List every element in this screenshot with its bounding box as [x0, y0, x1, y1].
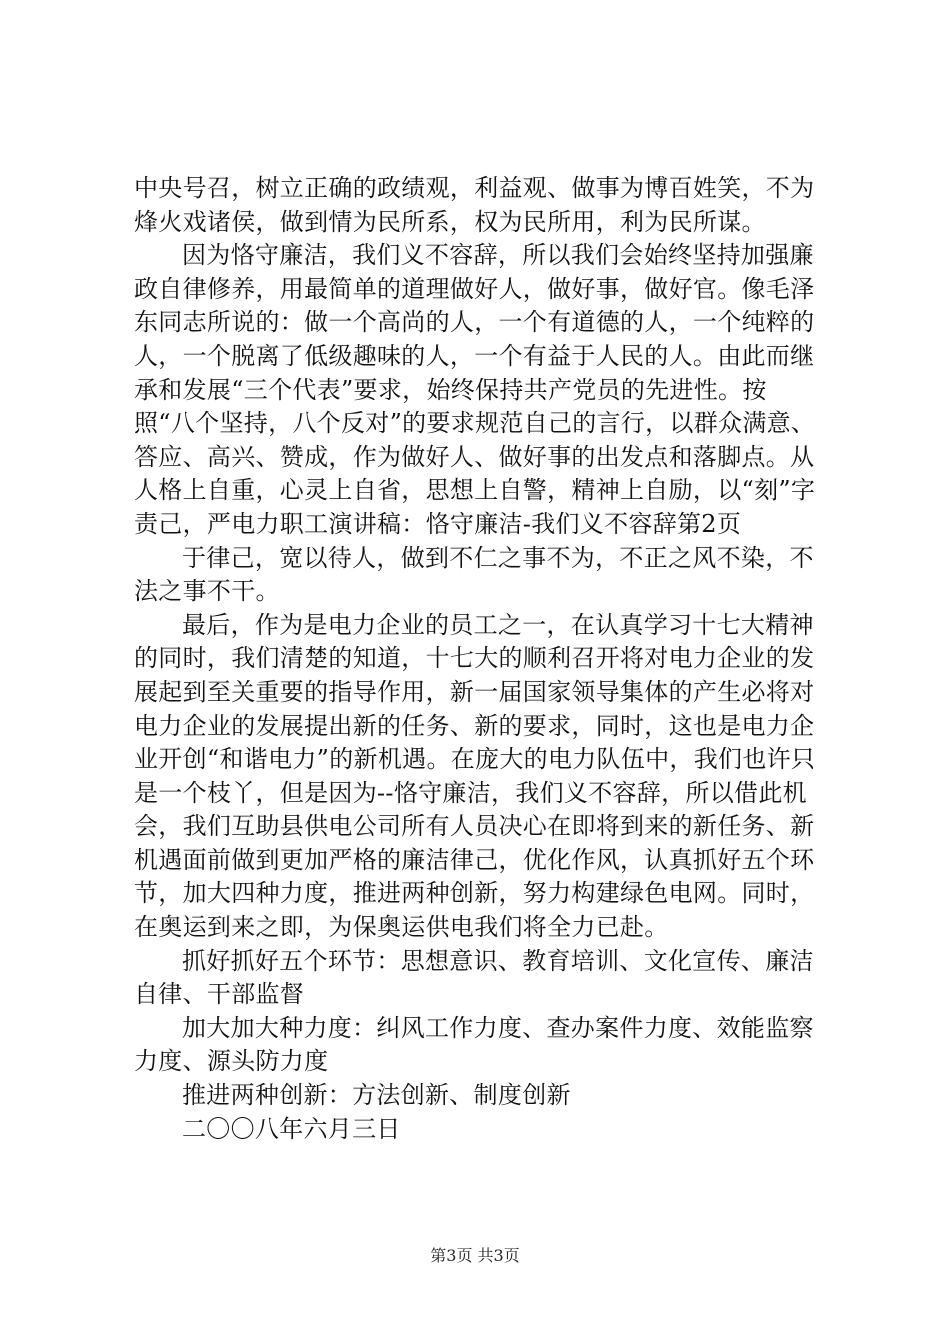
- paragraph-continuation: 中央号召，树立正确的政绩观，利益观、做事为博百姓笑，不为烽火戏诸侯，做到情为民所系，权为民所用，利为民所谋。: [134, 174, 815, 236]
- date-line: 二〇〇八年六月三日: [182, 1114, 401, 1143]
- document-body: [134, 172, 824, 1146]
- paragraph: 于律己，宽以待人，做到不仁之事不为，不正之风不染，不法之事不干。: [134, 543, 814, 606]
- paragraph: 最后，作为是电力企业的员工之一，在认真学习十七大精神的同时，我们清楚的知道，十七大的顺利召开将对电力企业的发展起到至关重要的指导作用，新一届国家领导集体的产生必将对电力企业的发展提出新的任务、新的要求，同时，这也是电力企业开创“和谐电力”的新机遇。在庞大的电力队伍中，我们也许只是一个枝丫，但是因为--恪守廉洁，我们义不容辞，所以借此机会，我们互助县供电公司所有人员决心在即将到来的新任务、新机遇面前做到更加严格的廉洁律己，优化作风，认真抓好五个环节，加大四种力度，推进两种创新，努力构建绿色电网。同时，在奥运到来之即，为保奥运供电我们将全力已赴。: [134, 610, 816, 942]
- paragraph: 推进两种创新：方法创新、制度创新: [182, 1081, 571, 1110]
- paragraph: 抓好抓好五个环节：思想意识、教育培训、文化宣传、廉洁自律、干部监督: [134, 946, 814, 1009]
- paragraph: 加大加大种力度：纠风工作力度、查办案件力度、效能监察力度、源头防力度: [134, 1013, 814, 1076]
- paragraph: 因为恪守廉洁，我们义不容辞，所以我们会始终坚持加强廉政自律修养，用最简单的道理做好人，做好事，做好官。像毛泽东同志所说的：做一个高尚的人，一个有道德的人，一个纯粹的人，一个脱离了低级趣味的人，一个有益于人民的人。由此而继承和发展“三个代表”要求，始终保持共产党员的先进性。按照“八个坚持，八个反对”的要求规范自己的言行，以群众满意、答应、高兴、赞成，作为做好人、做好事的出发点和落脚点。从人格上自重，心灵上自省，思想上自警，精神上自励，以“刻”字责己，严电力职工演讲稿：恪守廉洁-我们义不容辞第2页: [134, 241, 816, 538]
- page-footer: 第3页 共3页: [430, 1246, 520, 1265]
